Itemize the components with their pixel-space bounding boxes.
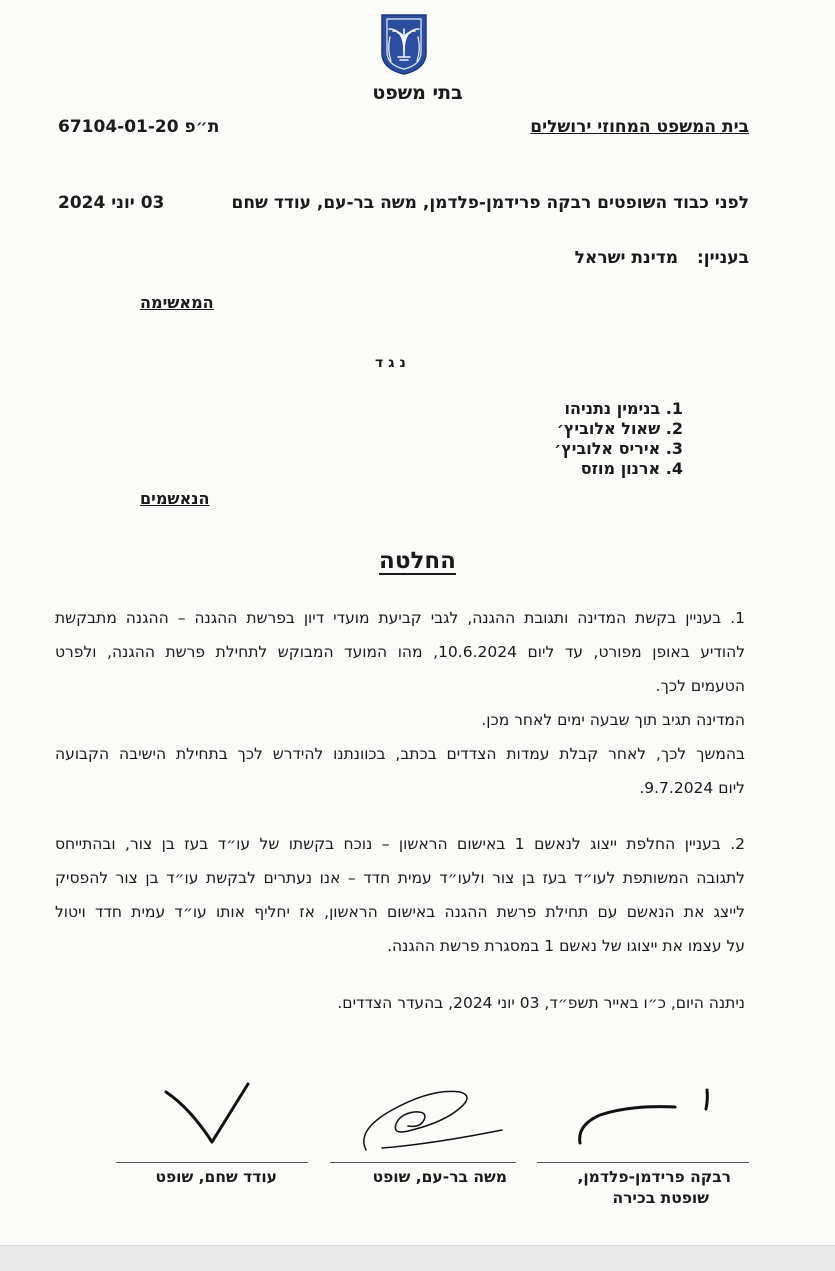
- judge-signature-block: [373, 1167, 507, 1188]
- paragraph-line: על עצמו את ייצוגו של נאשם 1 במסגרת פרשת ההגנה.: [387, 937, 745, 955]
- prosecution-name: מדינת ישראל: [574, 248, 678, 268]
- bottom-strip: [0, 1245, 835, 1271]
- case-number: ת״פ 67104-01-20: [58, 117, 220, 137]
- defendant-item: 4. ארנון מוזס: [580, 459, 683, 478]
- paragraph-line: לייצג את הנאשם עם תחילת פרשת ההגנה באישום הראשון, אז יחליף אותו עו״ד עמית חדד ויטול: [55, 903, 745, 921]
- judge-title: שופטת בכירה: [612, 1189, 709, 1207]
- defendant-item: 2. שאול אלוביץ׳: [556, 419, 683, 438]
- paragraph-line: הטעמים לכך.: [655, 677, 745, 695]
- paragraph-line: בהמשך לכך, לאחר קבלת עמדות הצדדים בכתב, בכוונתנו להידרש לכך בתחילת הישיבה הקבועה: [55, 745, 745, 763]
- decision-date: 03 יוני 2024: [58, 193, 165, 213]
- decision-paragraph-1: [55, 601, 745, 805]
- signature-line: [330, 1162, 516, 1163]
- paragraph-line: המדינה תגיב תוך שבעה ימים לאחר מכן.: [481, 711, 745, 729]
- paragraph-line: להודיע באופן מפורט, עד ליום 10.6.2024, מהו המועד המבוקש לתחילת פרשת ההגנה, ולפרט: [55, 643, 746, 661]
- judges-panel: לפני כבוד השופטים רבקה פרידמן-פלדמן, משה בר-עם, עודד שחם: [231, 193, 749, 213]
- defendants-role: הנאשמים: [140, 489, 210, 508]
- defendant-item: 1. בנימין נתניהו: [564, 399, 683, 418]
- judge-name: רבקה פרידמן-פלדמן,: [577, 1168, 731, 1186]
- signature-shaham: [160, 1080, 260, 1150]
- signature-friedman-feldman: [575, 1085, 725, 1155]
- paragraph-line: 2. בעניין החלפת ייצוג לנאשם 1 באישום הראשון – נוכח בקשתו של עו״ד בעז בן צור, ובהתייחס: [55, 835, 745, 853]
- judge-name: משה בר-עם, שופט: [372, 1168, 507, 1186]
- prosecution-role: המאשימה: [140, 293, 214, 312]
- versus-label: נגד: [375, 355, 411, 371]
- judge-signature-block: [155, 1167, 277, 1188]
- paragraph-line: ליום 9.7.2024.: [639, 779, 745, 797]
- court-name: בית המשפט המחוזי ירושלים: [530, 117, 749, 137]
- paragraph-line: 1. בעניין בקשת המדינה ותגובת ההגנה, לגבי קביעת מועדי דיון בפרשת ההגנה – ההגנה מתבקשת: [55, 609, 745, 627]
- paragraph-line: לתגובה המשותפת לעו״ד בעז בן צור ולעו״ד עמית חדד – אנו נעתרים לבקשת עו״ד בן צור להפסיק: [55, 869, 745, 887]
- given-statement: ניתנה היום, כ״ו באייר תשפ״ד, 03 יוני 2024, בהעדר הצדדים.: [337, 994, 745, 1012]
- regarding-label: בעניין:: [696, 248, 749, 268]
- defendants-list: [483, 399, 683, 479]
- decision-paragraph-2: [55, 827, 745, 963]
- decision-title: החלטה: [379, 548, 456, 574]
- judge-name: עודד שחם, שופט: [155, 1168, 277, 1186]
- defendant-item: 3. איריס אלוביץ׳: [554, 439, 683, 458]
- state-emblem-icon: [379, 13, 429, 75]
- signature-bar-am: [352, 1078, 512, 1158]
- judge-signature-block: [577, 1167, 731, 1209]
- signature-line: [116, 1162, 308, 1163]
- court-system-title: בתי משפט: [372, 82, 463, 104]
- signature-line: [537, 1162, 749, 1163]
